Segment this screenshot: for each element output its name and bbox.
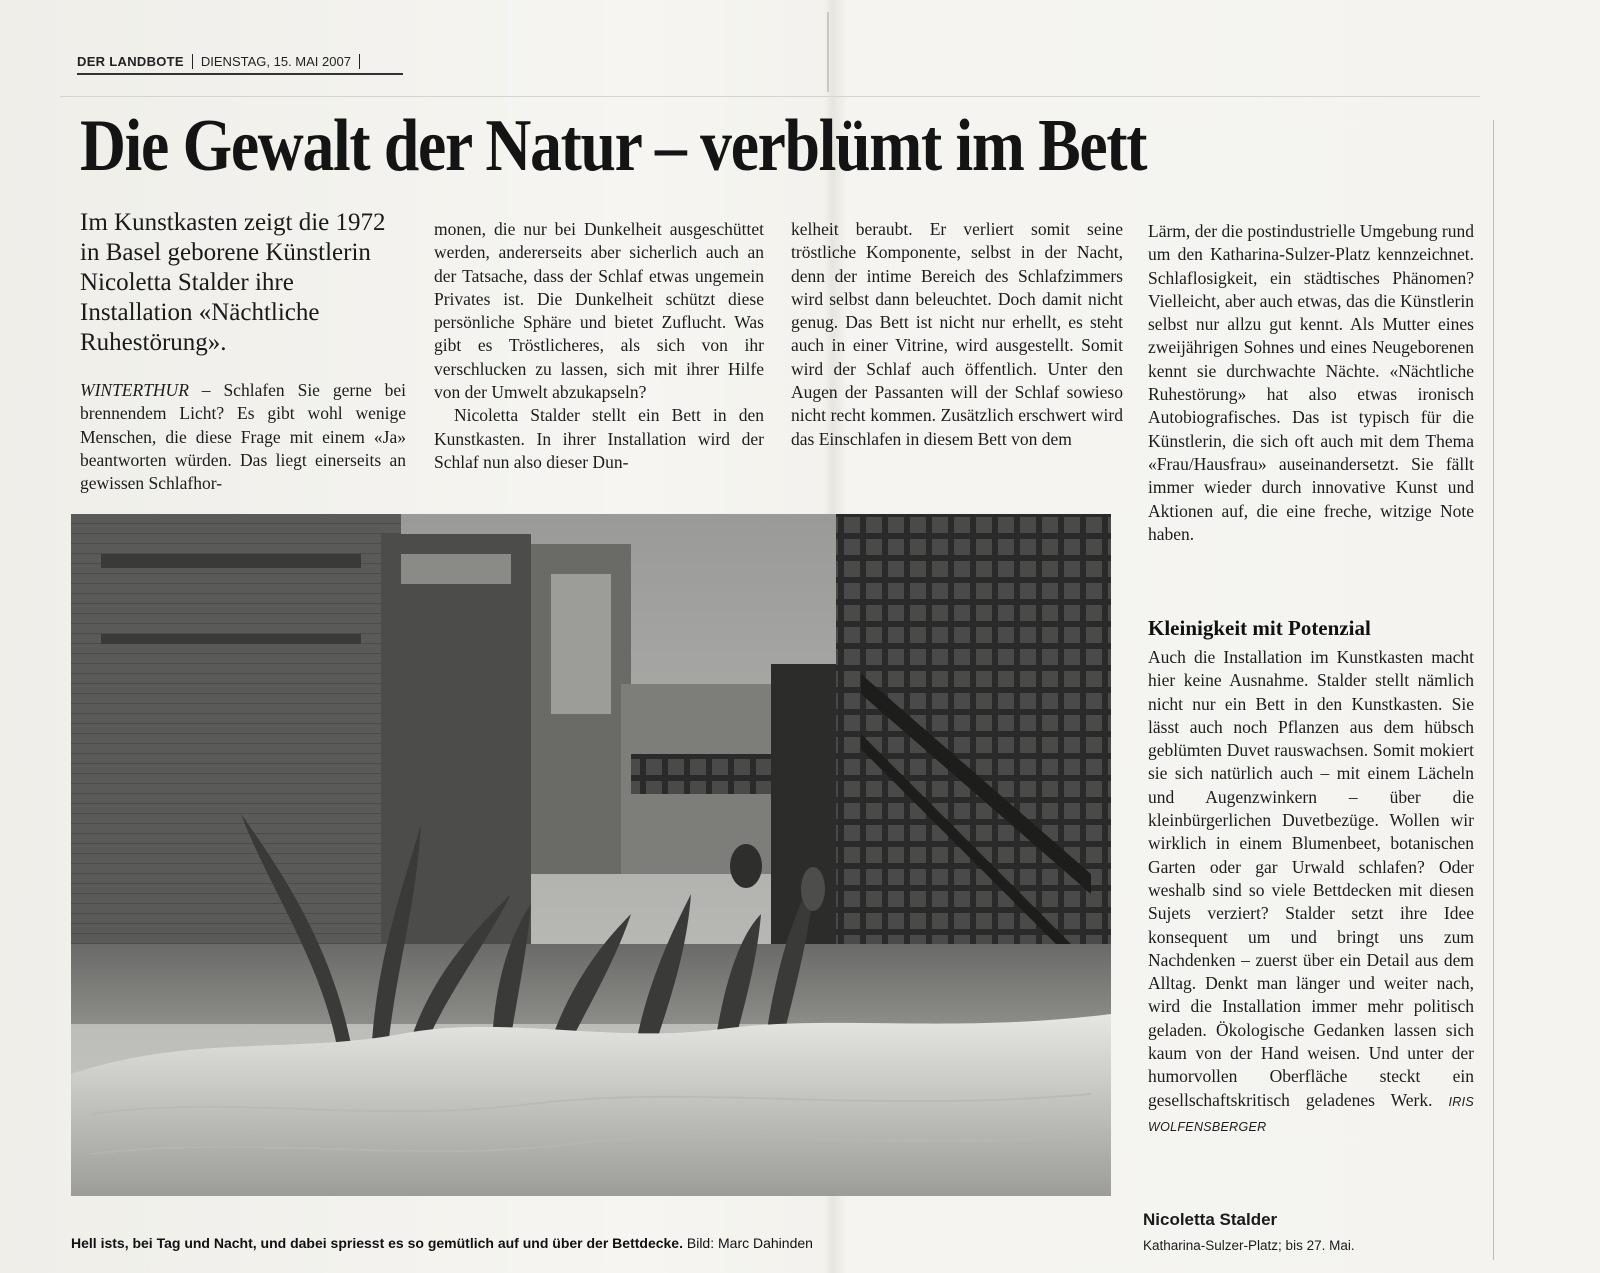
page-edge bbox=[1493, 120, 1494, 1260]
subheading: Kleinigkeit mit Potenzial bbox=[1148, 616, 1371, 640]
body-paragraph-2-cont: kelheit beraubt. Er verliert somit seine tröstliche Komponente, selbst in der Nacht, denn der intime Bereich des Schlafzimmers wird selbst dann beleuchtet. Doch damit nicht genug. Das Bett ist nicht nur erhellt, es steht auch in einer Vitrine, wird ausgestellt. Somit wird der Schlaf auch öffentlich. Unter den Augen der Passanten will der Schlaf sowieso nicht recht kommen. Zusätzlich erschwert wird das Einschlafen in diesem Bett von dem bbox=[791, 219, 1123, 449]
body-paragraph-1 bbox=[80, 379, 406, 495]
masthead-rule bbox=[77, 73, 403, 75]
newspaper-name: DER LANDBOTE bbox=[77, 54, 193, 69]
article-column-2 bbox=[434, 218, 764, 474]
left-building bbox=[71, 514, 401, 984]
article-photo bbox=[71, 514, 1111, 1196]
headline: Die Gewalt der Natur – verblümt im Bett bbox=[80, 105, 1147, 187]
paragraph-text: – Schlafen Sie gerne bei brennendem Licht? Es gibt wohl wenige Menschen, die diese Frage mit einem «Ja» beantworten würden. Das liegt einerseits an gewissen Schlafhor- bbox=[80, 380, 406, 494]
lead-paragraph: Im Kunstkasten zeigt die 1972 in Basel geborene Künstlerin Nicoletta Stalder ihre Installation «Nächtliche Ruhestörung». bbox=[80, 209, 386, 356]
body-paragraph-1-cont: monen, die nur bei Dunkelheit ausgeschüttet werden, andererseits aber sicherlich auch an der Tatsache, dass der Schlaf etwas ungemein Privates ist. Die Dunkelheit schützt diese persönliche Sphäre und bietet Zuflucht. Was gibt es Tröstlicheres, als sich von ihr verschlucken zu lassen, sich mit ihrer Hilfe von der Umwelt abzukapseln? bbox=[434, 219, 764, 403]
article-column-4 bbox=[1148, 220, 1474, 546]
article-column-4-lower bbox=[1148, 646, 1474, 1139]
photo-caption bbox=[71, 1235, 813, 1251]
photo-credit: Bild: Marc Dahinden bbox=[686, 1235, 813, 1251]
photo-illustration bbox=[71, 514, 1111, 1196]
tulip-bud bbox=[801, 867, 825, 911]
page-fold bbox=[827, 12, 829, 92]
body-paragraph-3 bbox=[1148, 646, 1474, 1139]
caption-text: Hell ists, bei Tag und Nacht, und dabei spriesst es so gemütlich auf und über der Bettdecke. bbox=[71, 1235, 683, 1251]
dateline: WINTERTHUR bbox=[80, 380, 189, 400]
body-paragraph-2: Nicoletta Stalder stellt ein Bett in den Kunstkasten. In ihrer Installation wird der Schlaf nun also dieser Dun- bbox=[434, 405, 764, 472]
info-box-title: Nicoletta Stalder bbox=[1143, 1210, 1278, 1229]
paragraph-text: Auch die Installation im Kunstkasten macht hier keine Ausnahme. Stalder stellt nämlich nicht nur ein Bett in den Kunstkasten. Sie lässt auch noch Pflanzen aus dem hübsch geblümten Duvet rauswachsen. Somit mokiert sie sich natürlich auch – mit einem Lächeln und Augenzwinkern – über die kleinbürgerlichen Duvetbezüge. Wollen wir wirklich in einem Blumenbeet, botanischen Garten oder gar Urwald schlafen? Oder weshalb sind so viele Bettdecken mit diesen Sujets verziert? Stalder setzt ihre Idee konsequent um und bringt uns zum Nachdenken – zuerst über ein Detail aus dem Alltag. Denkt man länger und weiter nach, wird die Installation immer mehr politisch geladen. Ökologische Gedanken lassen sich kaum von der Hand weisen. Und unter der humorvollen Oberfläche steckt ein gesellschaftskritisch geladenes Werk. bbox=[1148, 647, 1474, 1110]
scaffold-building bbox=[836, 514, 1111, 984]
masthead bbox=[77, 50, 360, 72]
body-paragraph-2-end: Lärm, der die postindustrielle Umgebung rund um den Katharina-Sulzer-Platz kennzeichnet. Schlaflosigkeit, ein städtisches Phänomen? Vielleicht, aber auch etwas, das die Künstlerin selbst nur allzu gut kennt. Als Mutter eines zweijährigen Sohnes und eines Neugeborenen kennt sie durchwachte Nächte. «Nächtliche Ruhestörung» hat also etwas ironisch Autobiografisches. Das ist typisch für die Künstlerin, die sich oft auch mit dem Thema «Frau/Hausfrau» auseinandersetzt. Sie fällt immer wieder durch innovative Kunst und Aktionen auf, die eine freche, witzige Note haben. bbox=[1148, 221, 1474, 544]
info-box-text: Katharina-Sulzer-Platz; bis 27. Mai. bbox=[1143, 1238, 1355, 1253]
article-column-1 bbox=[80, 379, 406, 495]
header-divider bbox=[60, 96, 1480, 97]
issue-date: DIENSTAG, 15. MAI 2007 bbox=[193, 54, 360, 69]
article-column-3 bbox=[791, 218, 1123, 451]
tulip-flower bbox=[730, 844, 762, 888]
author-byline: IRIS WOLFENSBERGER bbox=[1148, 1094, 1475, 1134]
